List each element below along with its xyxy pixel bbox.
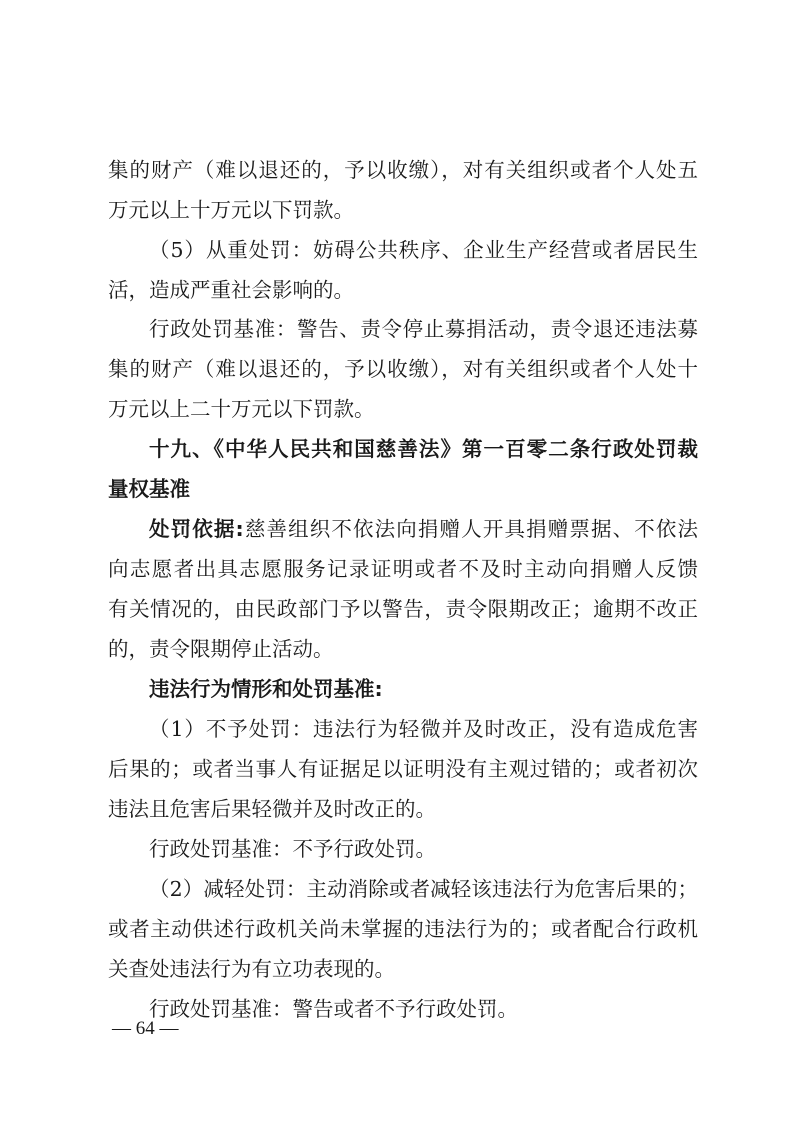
text-line: 活，造成严重社会影响的。	[108, 278, 354, 302]
section-heading: 量权基准	[108, 477, 190, 501]
basis-text: 慈善组织不依法向捐赠人开具捐赠票据、不依法	[243, 517, 698, 541]
text-line: 的，责令限期停止活动。	[108, 637, 334, 661]
subsection-heading: 违法行为情形和处罚基准:	[149, 677, 383, 701]
text-line: 行政处罚基准：警告或者不予行政处罚。	[149, 997, 518, 1021]
section-heading: 十九、《中华人民共和国慈善法》第一百零二条行政处罚裁	[149, 437, 698, 461]
text-line: 或者主动供述行政机关尚未掌握的违法行为的；或者配合行政机	[108, 917, 698, 941]
text-line: 有关情况的，由民政部门予以警告，责令限期改正；逾期不改正	[108, 597, 698, 621]
text-line: 集的财产（难以退还的，予以收缴），对有关组织或者个人处五	[108, 158, 698, 182]
text-line: 万元以上十万元以下罚款。	[108, 198, 354, 222]
text-line: 违法且危害后果轻微并及时改正的。	[108, 797, 436, 821]
text-line: 万元以上二十万元以下罚款。	[108, 397, 375, 421]
text-line: 行政处罚基准：不予行政处罚。	[149, 837, 436, 861]
text-line: （2）减轻处罚：主动消除或者减轻该违法行为危害后果的；	[149, 877, 698, 901]
text-line: （5）从重处罚：妨碍公共秩序、企业生产经营或者居民生	[149, 238, 698, 262]
basis-label: 处罚依据:	[149, 517, 244, 541]
text-line	[149, 509, 698, 549]
text-line: （1）不予处罚：违法行为轻微并及时改正，没有造成危害	[149, 717, 698, 741]
text-line: 关查处违法行为有立功表现的。	[108, 957, 395, 981]
text-line: 行政处罚基准：警告、责令停止募捐活动，责令退还违法募	[149, 317, 698, 341]
page-number: — 64 —	[112, 1018, 179, 1039]
text-line: 集的财产（难以退还的，予以收缴），对有关组织或者个人处十	[108, 357, 698, 381]
text-line: 向志愿者出具志愿服务记录证明或者不及时主动向捐赠人反馈	[108, 557, 698, 581]
text-line: 后果的；或者当事人有证据足以证明没有主观过错的；或者初次	[108, 757, 698, 781]
